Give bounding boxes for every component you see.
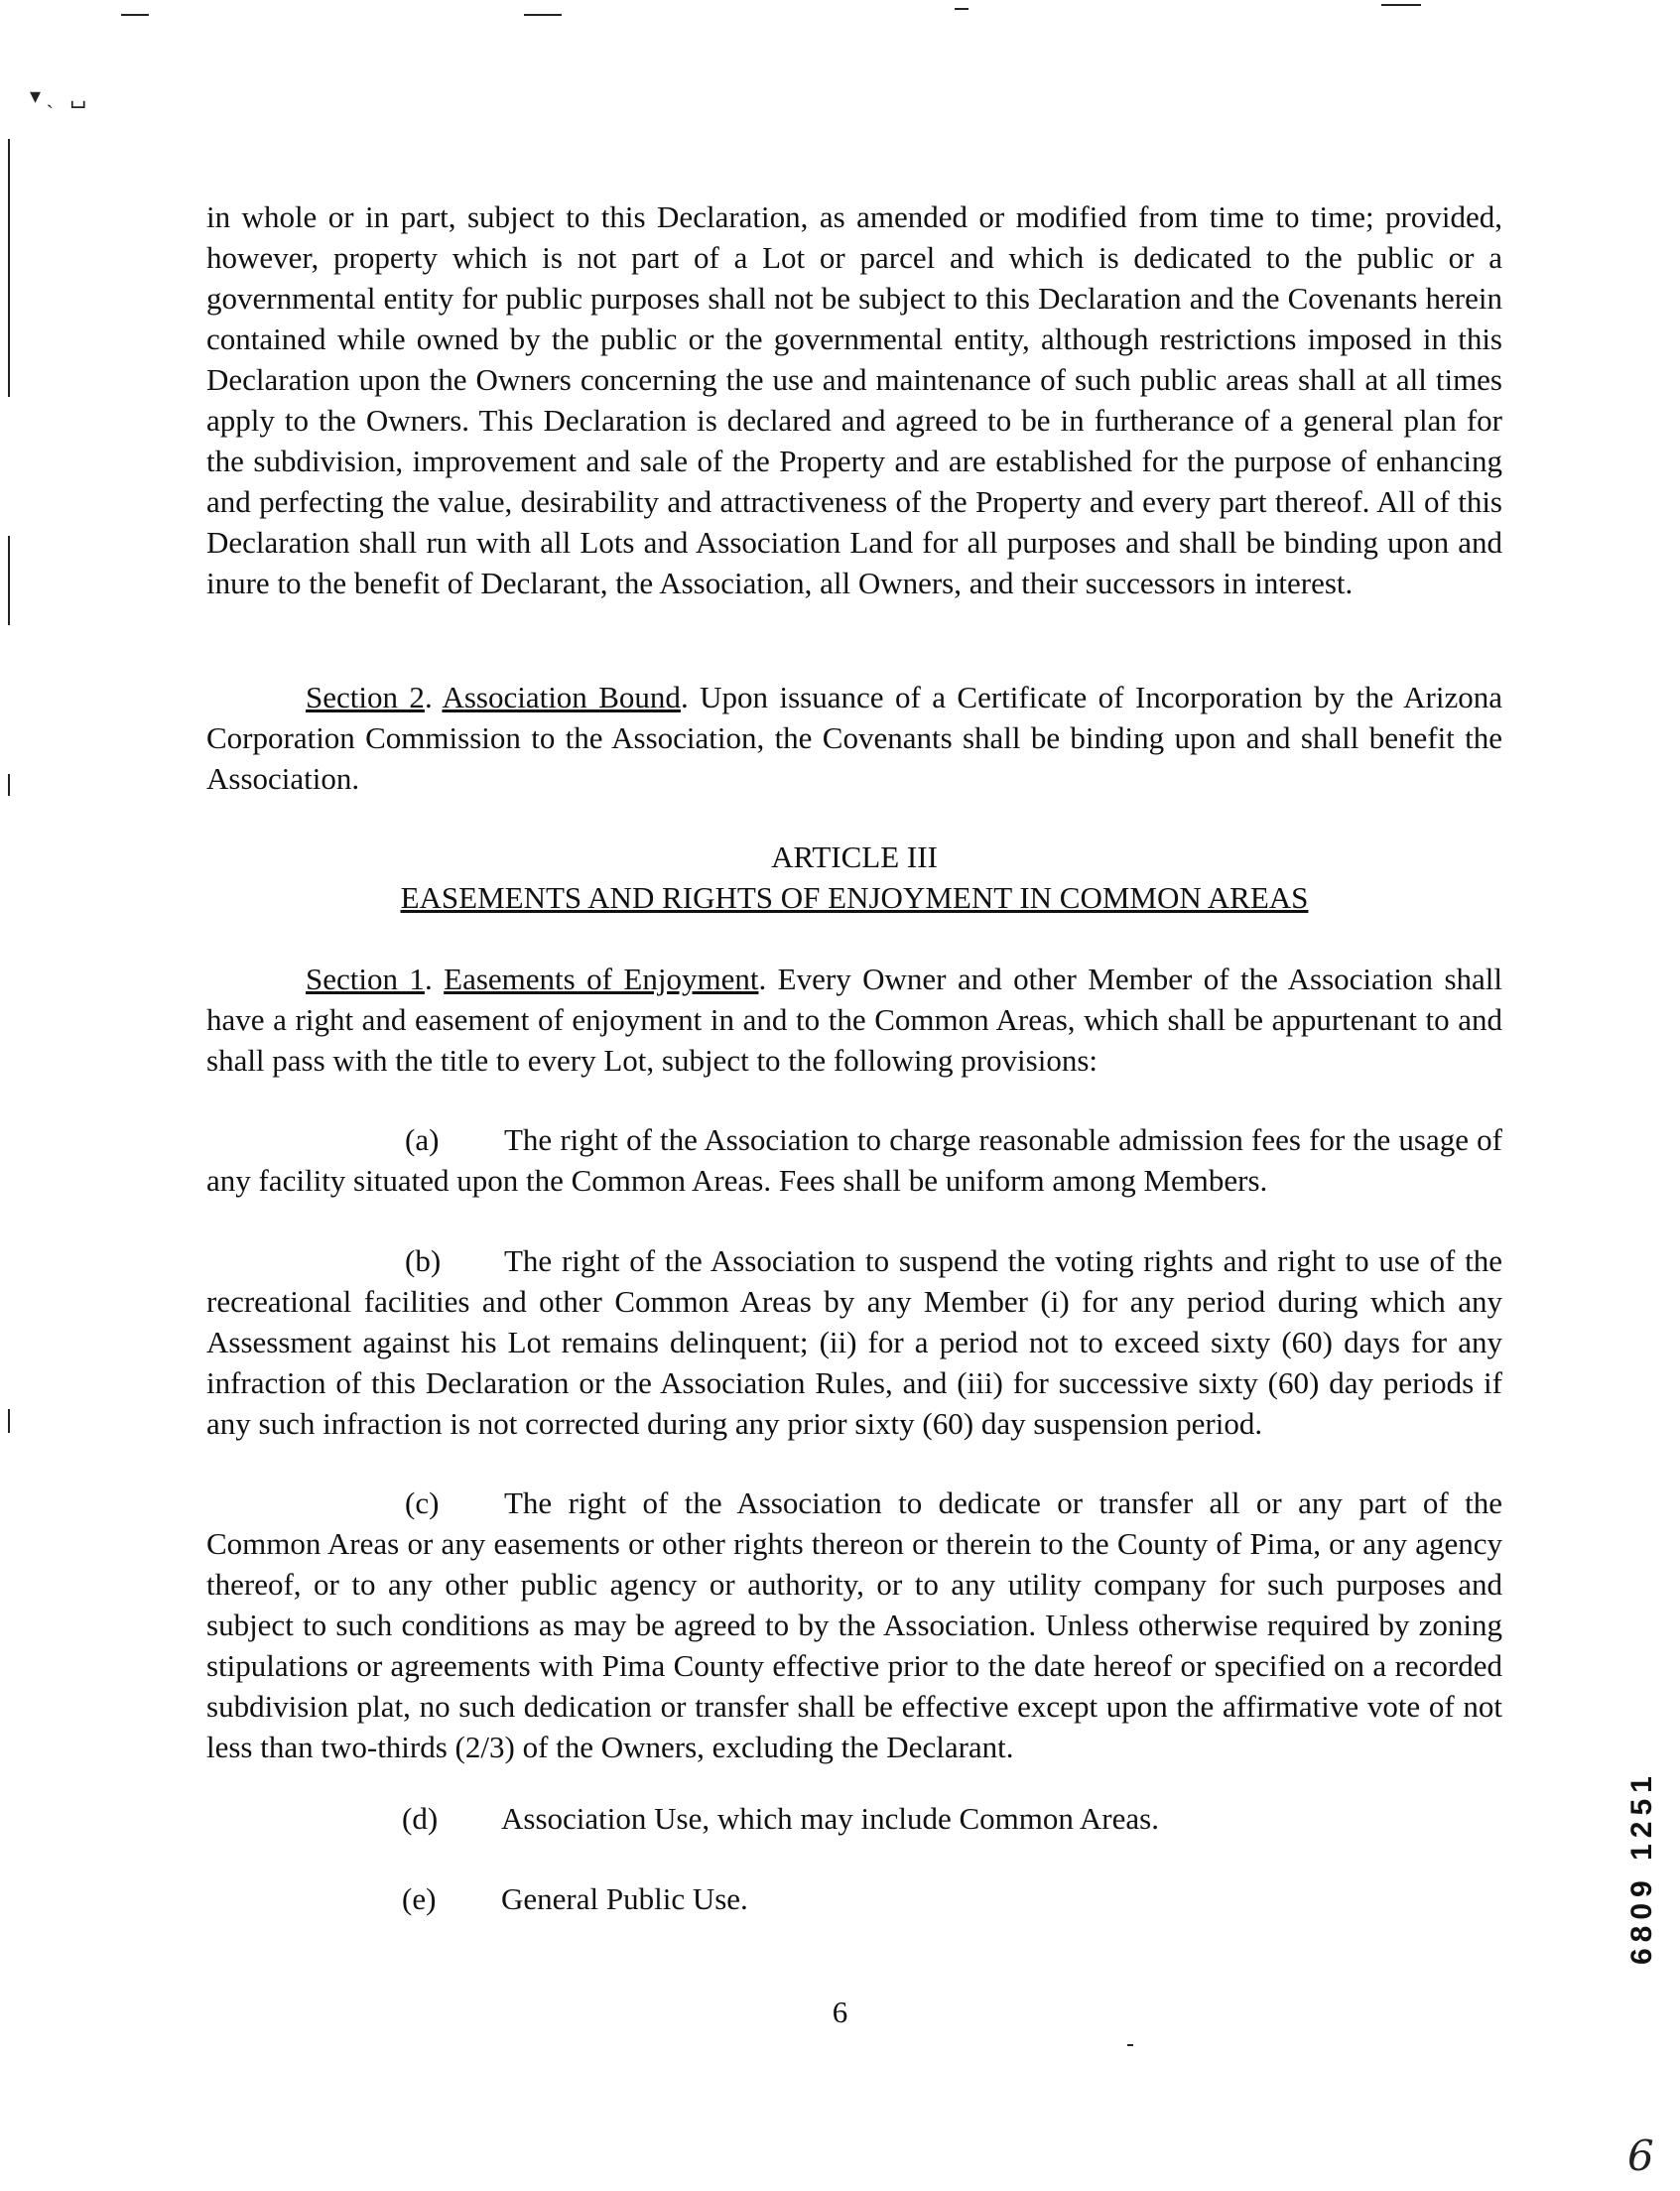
list-item-e-text: General Public Use.: [501, 1881, 748, 1916]
section-2-body: Upon issuance of a Certificate of Incorporation by the Arizona Corporation Commission to the Association, the Covenants shall be binding upon and shall benefit the Association.: [206, 680, 1502, 796]
scan-artifact-top-1: [121, 14, 149, 16]
list-item-a: [206, 1119, 1502, 1201]
recording-stamp-text: 6809 1251: [1625, 1770, 1658, 1965]
scan-artifact-left-4: [8, 1409, 10, 1433]
section-2-number: Section 2: [306, 680, 425, 714]
list-item-a-label: (a): [405, 1122, 440, 1157]
list-item-c-label: (c): [405, 1485, 440, 1520]
scan-artifact-left-2: [8, 536, 10, 625]
scan-artifact-top-4: [1381, 4, 1421, 6]
continuation-text: in whole or in part, subject to this Declaration, as amended or modified from time to time; provided, however, property which is not part of a Lot or parcel and which is dedicated to the public or a governmental entity for public purposes shall not be subject to this Declaration and the Covenants herein contained while owned by the public or the governmental entity, although restrictions imposed in this Declaration upon the Owners concerning the use and maintenance of such public areas shall at all times apply to the Owners. This Declaration is declared and agreed to be in furtherance of a general plan for the subdivision, improvement and sale of the Property and are established for the purpose of enhancing and perfecting the value, desirability and attractiveness of the Property and every part thereof. All of this Declaration shall run with all Lots and Association Land for all purposes and shall be binding upon and inure to the benefit of Declarant, the Association, all Owners, and their successors in interest.: [206, 199, 1502, 600]
list-item-d: [402, 1798, 1159, 1839]
handwritten-page-mark: 6: [1627, 2131, 1654, 2180]
article-title: EASEMENTS AND RIGHTS OF ENJOYMENT IN COMMON AREAS: [400, 880, 1309, 915]
section-1-body: Every Owner and other Member of the Association shall have a right and easement of enjoyment in and to the Common Areas, which shall be appurtenant to and shall pass with the title to every Lot, subject to the following provisions:: [206, 962, 1502, 1078]
list-item-b-text: The right of the Association to suspend the voting rights and right to use of the recreational facilities and other Common Areas by any Member (i) for any period during which any Assessment against his Lot remains delinquent; (ii) for a period not to exceed sixty (60) days for any infraction of this Declaration or the Association Rules, and (iii) for successive sixty (60) day periods if any such infraction is not corrected during any prior sixty (60) day suspension period.: [206, 1243, 1502, 1441]
scan-artifact-left-1: [8, 139, 10, 397]
list-item-c: [206, 1482, 1502, 1767]
section-1-title: Easements of Enjoyment: [444, 962, 759, 996]
list-item-c-text: The right of the Association to dedicate or transfer all or any part of the Common Areas or any easements or other rights thereon or therein to the County of Pima, or any agency thereof, or to any other public agency or authority, or to any utility company for such purposes and subject to such conditions as may be agreed to by the Association. Unless otherwise required by zoning stipulations or agreements with Pima County effective prior to the date hereof or specified on a recorded subdivision plat, no such dedication or transfer shall be effective except upon the affirmative vote of not less than two-thirds (2/3) of the Owners, excluding the Declarant.: [206, 1485, 1502, 1764]
scan-artifact-left-3: [8, 774, 10, 796]
section-2: Section 2. Association Bound. Upon issuance of a Certificate of Incorporation by the Arizona Corporation Commission to the Association, the Covenants shall be binding upon and shall benefit the Association.: [206, 680, 1502, 796]
list-item-e-label: (e): [402, 1881, 437, 1916]
section-1-number: Section 1: [306, 962, 425, 996]
list-item-b: [206, 1240, 1502, 1444]
list-item-d-label: (d): [402, 1801, 439, 1836]
list-item-e: [402, 1878, 748, 1919]
scan-artifact-dots: ▾ ˏ ␣: [30, 83, 87, 108]
list-item-a-text: The right of the Association to charge reasonable admission fees for the usage of any facility situated upon the Common Areas. Fees shall be uniform among Members.: [206, 1122, 1502, 1198]
recording-stamp: [1623, 1588, 1663, 1965]
section-1: Section 1. Easements of Enjoyment. Every Owner and other Member of the Association shall have a right and easement of enjoyment in and to the Common Areas, which shall be appurtenant to and shall pass with the title to every Lot, subject to the following provisions:: [206, 962, 1502, 1078]
page-number: 6: [832, 1995, 848, 2029]
section-2-title: Association Bound: [442, 680, 681, 714]
scan-artifact-dash: [1127, 2044, 1133, 2046]
continuation-paragraph: [206, 196, 1502, 603]
list-item-b-label: (b): [405, 1243, 442, 1278]
scan-artifact-top-2: [524, 14, 562, 16]
list-item-d-text: Association Use, which may include Common Areas.: [501, 1801, 1159, 1836]
article-number: ARTICLE III: [771, 839, 938, 874]
scan-artifact-top-3: [955, 8, 969, 10]
